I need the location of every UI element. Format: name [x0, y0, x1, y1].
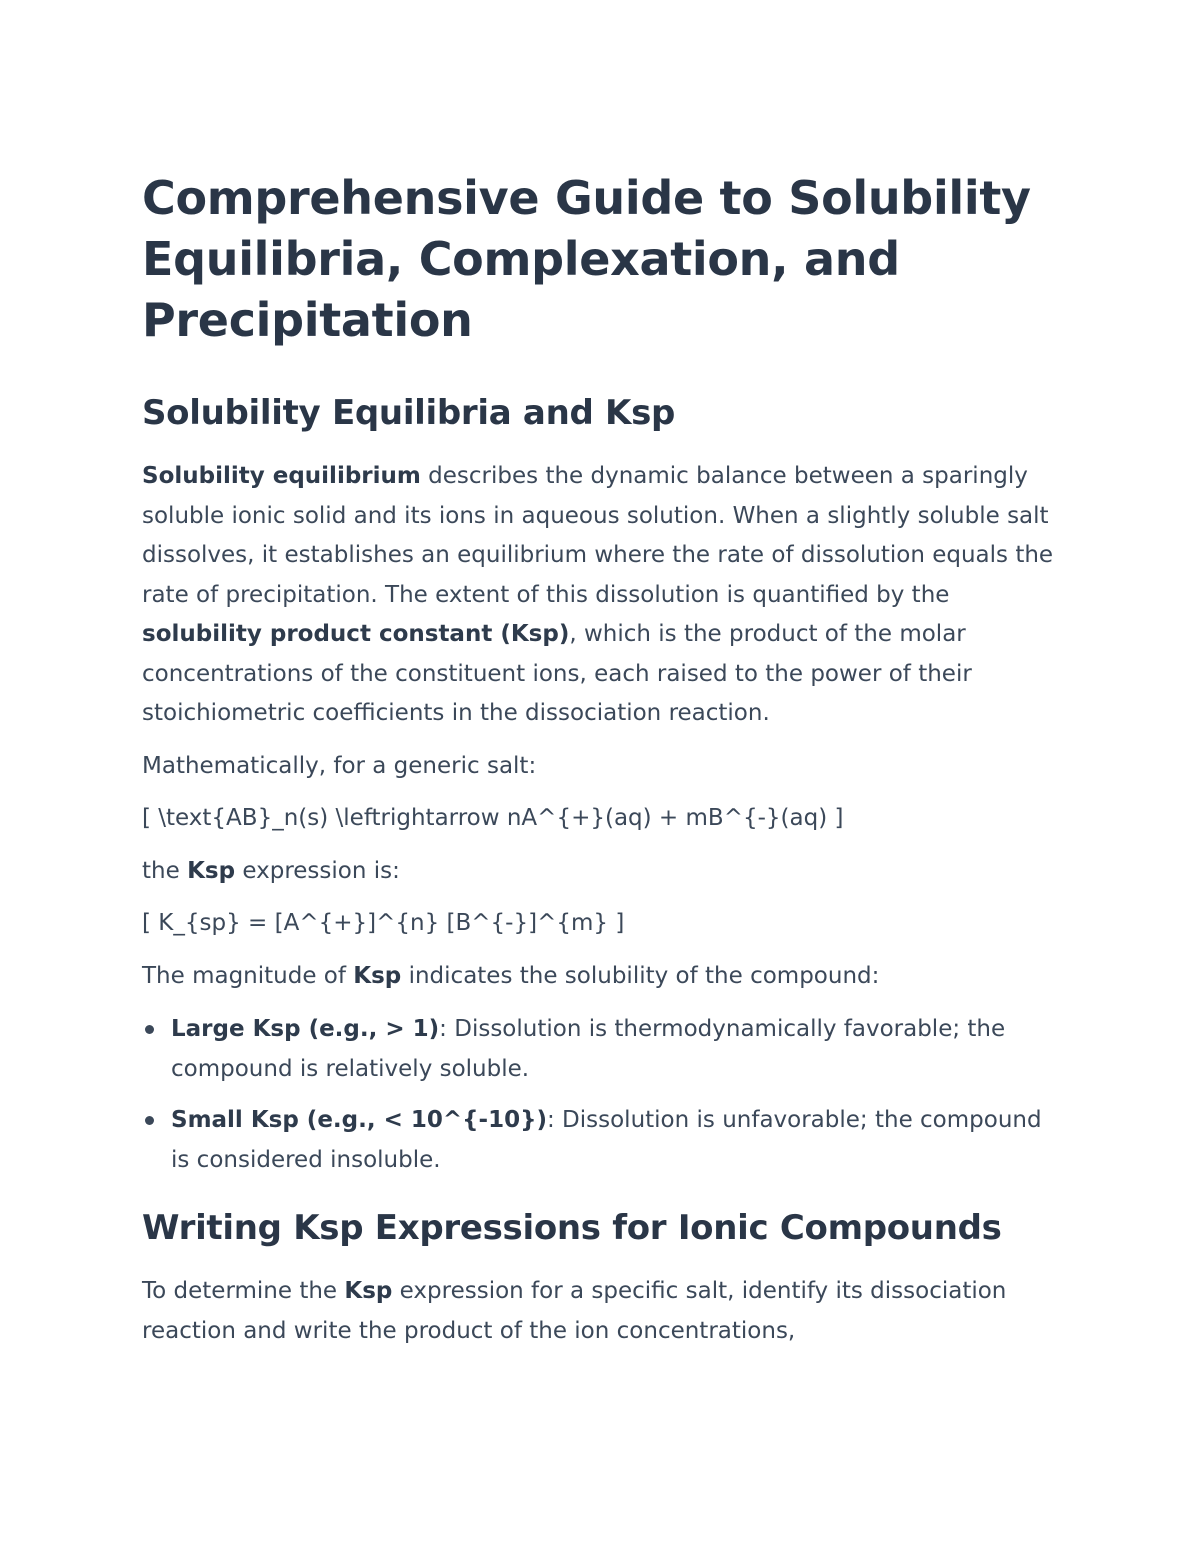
section-heading-solubility-equilibria: Solubility Equilibria and Ksp [142, 393, 676, 433]
paragraph-text: , which is the product of the molar concentrations of the constituent ions, each raised to the power of their stoichiometric coefficients in the dissociation reaction. [142, 621, 972, 726]
equation-dissociation: [ \text{AB}_n(s) \leftrightarrow nA^{+}(aq) + mB^{-}(aq) ] [142, 805, 844, 831]
text: The magnitude of [142, 962, 354, 989]
paragraph-text: describes the dynamic balance between a sparingly soluble ionic solid and its ions in aqueous solution. When a slightly soluble salt dissolves, it establishes an equilibrium where the rate of dissolution equals the rate of precipitation. The extent of this dissolution is quantified by the [142, 463, 1054, 608]
list-item-text: : Dissolution is unfavorable; the compound is considered insoluble. [171, 1107, 1042, 1173]
section-heading-writing-ksp: Writing Ksp Expressions for Ionic Compounds [142, 1208, 1002, 1248]
term-ksp: Ksp [344, 1278, 393, 1304]
text: To determine the [142, 1278, 345, 1304]
list-item [142, 1101, 1062, 1180]
paragraph-solubility-equilibrium [142, 457, 1062, 734]
ksp-magnitude-list [142, 1010, 1062, 1180]
term-solubility-product-constant: solubility product constant (Ksp) [142, 621, 570, 647]
expression-intro [142, 852, 1062, 892]
list-item [142, 1010, 1062, 1089]
text: expression is: [235, 857, 400, 884]
document-title: Comprehensive Guide to Solubility Equilibria, Complexation, and Precipitation [142, 171, 1031, 347]
list-item-text: : Dissolution is thermodynamically favorable; the compound is relatively soluble. [171, 1016, 1006, 1082]
math-intro: Mathematically, for a generic salt: [142, 752, 537, 779]
text: expression for a specific salt, identify its dissociation reaction and write the product of the ion concentrations, [142, 1278, 1007, 1344]
bullet-icon [145, 1025, 154, 1034]
equation-ksp: [ K_{sp} = [A^{+}]^{n} [B^{-}]^{m} ] [142, 910, 625, 936]
term-large-ksp: Large Ksp (e.g., > 1) [171, 1016, 440, 1042]
text: the [142, 857, 188, 884]
term-small-ksp: Small Ksp (e.g., < 10^{-10}) [171, 1107, 547, 1133]
text: indicates the solubility of the compound: [401, 962, 880, 989]
paragraph-writing-ksp [142, 1272, 1062, 1351]
magnitude-intro [142, 957, 1062, 997]
document-page [142, 168, 1062, 1351]
bullet-icon [145, 1116, 154, 1125]
term-ksp: Ksp [353, 962, 402, 989]
term-solubility-equilibrium: Solubility equilibrium [142, 463, 421, 489]
term-ksp: Ksp [187, 857, 236, 884]
